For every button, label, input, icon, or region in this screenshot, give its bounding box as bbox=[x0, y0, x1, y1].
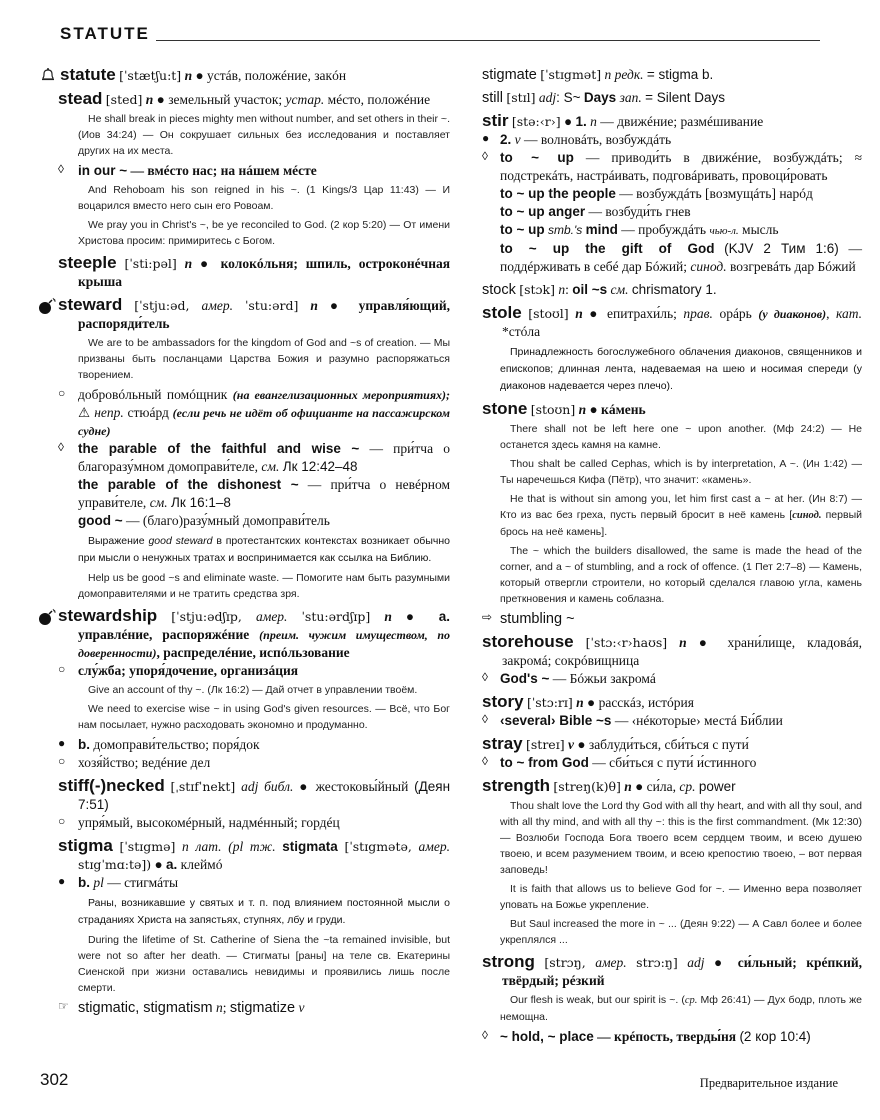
idiom-definition: — вмéсто нас; на нáшем мéсте bbox=[130, 163, 317, 178]
headword: stock bbox=[482, 282, 516, 298]
definition: = stigma b. bbox=[646, 67, 714, 82]
part-of-speech: adj bbox=[687, 955, 705, 970]
idiom bbox=[40, 440, 450, 476]
pronunciation: [stoʊn] bbox=[530, 402, 576, 417]
open-circle-icon: ○ bbox=[58, 754, 66, 768]
part-of-speech: n bbox=[184, 256, 193, 271]
definition: слу́жба; упоря́дочение, организáция bbox=[78, 663, 299, 678]
part-of-speech: n bbox=[182, 839, 189, 854]
sense bbox=[40, 814, 450, 832]
definition: упря́мый, высокомéрный, надмéнный; гордéц bbox=[78, 815, 340, 830]
bullet: ● bbox=[577, 737, 586, 752]
usage-label: синод. bbox=[690, 259, 727, 274]
definition: *стóла bbox=[502, 324, 541, 339]
pronunciation: [ˈstju:ədʃɪp, bbox=[171, 609, 242, 624]
definition: power bbox=[698, 779, 736, 794]
example-text: первый брось на неё камень]. bbox=[500, 509, 862, 538]
derived-forms bbox=[40, 999, 450, 1017]
example-text: Мф 26:41) — Дух бодр, плоть же немощна. bbox=[500, 994, 862, 1023]
bullet-icon: ● bbox=[58, 874, 66, 888]
sense-label: a. bbox=[166, 857, 178, 872]
example: During the lifetime of St. Catherine of Siena the ~ta remained invisible, but were not so after her death. — Стигматы [раны] на теле св. Екатерины Сиенской при жизни оставались невидимы и проявились лишь после смерти. bbox=[78, 934, 450, 994]
definition: си́ла, bbox=[646, 779, 676, 794]
open-circle-icon: ○ bbox=[58, 662, 66, 676]
example: He shall break in pieces mighty men without number, and set others in their ~. (Иов 34:24) — Он сокрушает сильных без исследования и поставляет других на их места. bbox=[78, 113, 450, 157]
definition: управля́ющий, распоряди́тель bbox=[78, 298, 450, 331]
part-of-speech: n bbox=[578, 402, 587, 417]
idiom bbox=[78, 476, 450, 512]
headword: storehouse bbox=[482, 632, 574, 651]
part-of-speech: n bbox=[558, 282, 566, 297]
idiom bbox=[482, 1028, 862, 1046]
entry-strength bbox=[482, 777, 862, 948]
running-head-title: STATUTE bbox=[60, 24, 156, 44]
headword: still bbox=[482, 90, 503, 106]
part-of-speech: v bbox=[514, 132, 521, 147]
diamond-icon: ◊ bbox=[58, 440, 64, 454]
entry-stead bbox=[40, 90, 450, 249]
definition: — стигмáты bbox=[107, 875, 179, 890]
bullet: ● bbox=[405, 609, 425, 624]
definition: жестоковы́йный bbox=[315, 779, 409, 794]
example: There shall not be left here one ~ upon another. (Мф 24:2) — Не останется здесь камня на камне. bbox=[500, 423, 862, 451]
headword: steward bbox=[58, 295, 123, 314]
headword: stray bbox=[482, 734, 523, 753]
idiom-definition: — возбуждáть [возмущáть] нарóд bbox=[619, 186, 813, 201]
part-of-speech: n bbox=[310, 298, 318, 313]
pronunciation: [stə:‹r›] bbox=[511, 114, 561, 129]
bullet: ● bbox=[564, 114, 573, 129]
headword: strength bbox=[482, 776, 550, 795]
entry-steeple bbox=[40, 254, 450, 291]
usage-label: кат. bbox=[835, 306, 863, 321]
usage-label: лат. bbox=[195, 839, 222, 854]
example: Thou shalt love the Lord thy God with all thy heart, and with all thy soul, and with all thy mind, and with all thy ~: this is the first commandment. (Мк 12:30) — Возлюби Господа Бога твоего всем сердцем твоим, и всею душею твоею, и всем разумением твоим, и всею крепостию твоею, – вот первая заповедь! bbox=[500, 800, 862, 876]
entry-stigmate bbox=[482, 66, 862, 84]
idiom-phrase: Days bbox=[583, 90, 617, 105]
part-of-speech: v bbox=[567, 737, 574, 752]
example: Help us be good ~s and eliminate waste. — Помогите нам быть разумными домоправителями и не тратить средства зря. bbox=[78, 572, 450, 600]
example: Thou shalt be called Cephas, which is by interpretation, A ~. (Ин 1:42) — Ты наречешься Кифа (Пётр), что значит: «камень». bbox=[500, 458, 862, 486]
definition: си́льный; крéпкий, твёрдый; рéзкий bbox=[502, 955, 863, 988]
headword: stiff(-)necked bbox=[58, 776, 165, 795]
see-label: см. bbox=[149, 495, 168, 510]
definition: управлéние, распоряжéние bbox=[78, 627, 250, 642]
bible-reference: (Деян 7:51) bbox=[78, 779, 451, 812]
idiom-definition: — при́тча о благоразу́мном домоправи́теле, bbox=[78, 441, 450, 474]
definition: колокóльня; шпиль, остроконéчная крыша bbox=[78, 256, 451, 289]
diamond-icon: ◊ bbox=[482, 149, 488, 163]
idiom-phrase: to ~ up bbox=[500, 222, 545, 237]
idiom-definition: — ‹нéкоторые› местá Би́блии bbox=[614, 713, 783, 728]
example: The ~ which the builders disallowed, the same is made the head of the corner, and a ~ of stumbling, and a rock of offence. (1 Пет 2:7–8) — Камень, который отвергли строители, но который сделался главою угла, камень преткновения и камень соблазна. bbox=[500, 545, 862, 605]
pronunciation: [strɔŋ, bbox=[544, 955, 586, 970]
separator: ; bbox=[222, 1000, 227, 1015]
idiom-phrase: the parable of the faithful and wise ~ bbox=[78, 441, 360, 456]
usage-label: амер. bbox=[595, 955, 627, 970]
definition: — волновáть, возбуждáть bbox=[524, 132, 672, 147]
bullet: ● bbox=[154, 857, 163, 872]
idiom-phrase: good ~ bbox=[78, 513, 123, 528]
idiom-phrase: ~ hold, ~ place bbox=[500, 1029, 594, 1044]
idiom bbox=[482, 149, 862, 185]
edition-label: Предварительное издание bbox=[699, 1076, 838, 1090]
definition: = Silent Days bbox=[645, 90, 726, 105]
plural-note: (pl тж. bbox=[228, 839, 276, 854]
definition: — движéние; размéшивание bbox=[600, 114, 764, 129]
example: It is faith that allows us to believe God for ~. — Именно вера позволяет уповать на Божье укрепление. bbox=[500, 883, 862, 911]
definition: домоправи́тельство; поря́док bbox=[93, 737, 260, 752]
usage-label: прав. bbox=[683, 306, 713, 321]
definition: расскáз, истóрия bbox=[598, 695, 694, 710]
idiom-phrase: to ~ up bbox=[500, 150, 574, 165]
headword: stole bbox=[482, 303, 522, 322]
part-of-speech: n bbox=[624, 779, 632, 794]
idiom-phrase: God's ~ bbox=[500, 671, 550, 686]
part-of-speech: n bbox=[215, 1000, 223, 1015]
sense-label: a. bbox=[438, 609, 451, 624]
bullet: ● bbox=[200, 256, 213, 271]
pronunciation: [ˈstætʃu:t] bbox=[119, 68, 182, 83]
usage-label: библ. bbox=[264, 779, 294, 794]
part-of-speech: n bbox=[604, 67, 612, 82]
running-head-rule bbox=[148, 40, 820, 41]
definition: мéсто, положéние bbox=[327, 92, 431, 107]
idiom-phrase: oil ~s bbox=[572, 282, 608, 297]
entry-stir bbox=[482, 112, 862, 276]
cross-reference[interactable] bbox=[482, 610, 862, 628]
entry-stock: stock [stɔk] n: oil ~s см. chrismatory 1. bbox=[482, 282, 717, 298]
diamond-icon: ◊ bbox=[482, 670, 488, 684]
sense-label: 1. bbox=[575, 114, 587, 129]
entry-stewardship bbox=[40, 607, 450, 772]
pronunciation: [ˈstɪgmət] bbox=[540, 67, 602, 82]
example-text: Our flesh is weak, but our spirit is ~. ( bbox=[510, 994, 685, 1006]
idiom bbox=[500, 240, 862, 276]
pronunciation: [ˈstɪgmə] bbox=[119, 839, 176, 854]
compound-prefix: : S~ bbox=[556, 90, 581, 105]
idiom-definition: возгревáть дар Бóжий bbox=[730, 259, 856, 274]
idiom-definition: — крéпость, тверды́ня bbox=[597, 1029, 737, 1044]
pronunciation: [streɪ] bbox=[526, 737, 565, 752]
definition: земельный участок; bbox=[168, 92, 283, 107]
entry-storehouse bbox=[482, 633, 862, 688]
idiom-phrase: to ~ from God bbox=[500, 755, 589, 770]
definition: орáрь bbox=[719, 306, 752, 321]
idiom-phrase: to ~ up the people bbox=[500, 186, 616, 201]
usage-label: синод. bbox=[792, 510, 822, 521]
bullet: ● bbox=[713, 955, 729, 970]
part-of-speech: adj bbox=[538, 90, 557, 105]
pronunciation-us: ˈstu:ərd] bbox=[244, 298, 299, 313]
part-of-speech: n bbox=[384, 609, 392, 624]
definition: стюáрд bbox=[127, 405, 169, 420]
entry-steward bbox=[40, 296, 450, 602]
sense bbox=[40, 754, 450, 772]
entry-stigma bbox=[40, 837, 450, 1017]
idiom bbox=[78, 512, 450, 530]
sense-label: b. bbox=[78, 737, 90, 752]
pronunciation: [ˈsti:pəl] bbox=[124, 256, 177, 271]
diamond-icon: ◊ bbox=[482, 712, 488, 726]
note-term: good steward bbox=[148, 535, 213, 547]
usage-label: ср. bbox=[679, 779, 696, 794]
sense bbox=[482, 131, 862, 149]
sense bbox=[40, 874, 450, 892]
usage-note: (если речь не идёт об официанте на пассажирском судне) bbox=[78, 406, 450, 438]
pronunciation: [stɔk] bbox=[519, 282, 555, 297]
pronunciation: [stɪl] bbox=[506, 90, 536, 105]
part-of-speech: n bbox=[679, 635, 687, 650]
pronunciation: [sted] bbox=[105, 92, 143, 107]
bullet: ● bbox=[589, 306, 601, 321]
part-of-speech: n bbox=[590, 114, 597, 129]
usage-note: (на евангелизационных мероприятиях); bbox=[232, 388, 451, 402]
definition: кáмень bbox=[601, 402, 646, 417]
idiom-phrase: in our ~ bbox=[78, 163, 128, 178]
bullet: ● bbox=[587, 695, 596, 710]
definition: епитрахи́ль; bbox=[607, 306, 677, 321]
headword: strong bbox=[482, 952, 535, 971]
bible-reference: Лк 16:1–8 bbox=[171, 495, 231, 510]
usage-note: (у диаконов) bbox=[758, 307, 827, 321]
arrow-right-icon: ⇨ bbox=[482, 610, 493, 624]
bible-reference: Лк 12:42–48 bbox=[282, 459, 358, 474]
part-of-speech: adj bbox=[241, 779, 259, 794]
part-of-speech: n bbox=[145, 92, 154, 107]
idiom-definition: — приводи́ть в движéние, возбуждáть; ≈ подстрекáть, настрáивать, подговáривать, провоци́ровать bbox=[500, 150, 862, 183]
usage-note bbox=[78, 533, 450, 567]
see-label: см. bbox=[261, 459, 280, 474]
idiom bbox=[482, 712, 862, 730]
note-text: в протестантских контекстах возникает обычно при мысли о ненужных тратах и воспринимается как ссылка на Библию. bbox=[78, 535, 450, 564]
entry-stone bbox=[482, 400, 862, 628]
cross-reference[interactable]: chrismatory 1. bbox=[631, 282, 717, 297]
idiom-definition: — (благо)разу́мный домоправи́тель bbox=[126, 513, 330, 528]
definition: добровóльный помóщник bbox=[78, 387, 228, 402]
part-of-speech: v bbox=[298, 1000, 305, 1015]
bomb-icon bbox=[38, 608, 56, 626]
example bbox=[500, 992, 862, 1025]
sense bbox=[40, 662, 450, 680]
diamond-icon: ◊ bbox=[482, 1028, 488, 1042]
headword: stewardship bbox=[58, 606, 158, 625]
headword: steeple bbox=[58, 253, 117, 272]
pronunciation: [ˌstɪfˈnekt] bbox=[170, 779, 236, 794]
left-column bbox=[40, 66, 450, 1022]
bullet: ● bbox=[698, 635, 716, 650]
note-text: Выражение bbox=[88, 535, 145, 547]
example: We need to exercise wise ~ in using God's given resources. — Всё, что Бог нам посылает, нужно расходовать экономно и продуманно. bbox=[78, 703, 450, 731]
running-head bbox=[60, 24, 820, 48]
part-of-speech: n bbox=[576, 695, 584, 710]
usage-label: устар. bbox=[285, 92, 325, 107]
bullet: ● bbox=[195, 68, 204, 83]
idiom bbox=[40, 162, 450, 180]
bullet-icon: ● bbox=[58, 736, 66, 750]
placeholder-smb: smb.'s bbox=[548, 223, 583, 237]
pronunciation: [ˈstɪgmətə, bbox=[344, 839, 412, 854]
entry-still bbox=[482, 89, 862, 107]
definition: заблуди́ться, сби́ться с пути́ bbox=[588, 737, 749, 752]
warning-icon: ⚠ bbox=[78, 405, 91, 420]
pronunciation: [ˈstɔ:rɪ] bbox=[526, 695, 573, 710]
bell-icon bbox=[40, 67, 58, 85]
idiom-definition: — Бóжьи закромá bbox=[552, 671, 656, 686]
part-of-speech: n bbox=[575, 306, 583, 321]
usage-label: амер. bbox=[255, 609, 288, 624]
part-of-speech: pl bbox=[93, 875, 104, 890]
usage-label: ср. bbox=[684, 995, 698, 1006]
sense-label: 2. bbox=[500, 132, 512, 147]
headword: story bbox=[482, 692, 524, 711]
entry-stray bbox=[482, 735, 862, 772]
derived-words: stigmatize bbox=[229, 1000, 296, 1016]
page-number: 302 bbox=[40, 1070, 69, 1089]
bomb-icon bbox=[38, 297, 56, 315]
usage-label: амер. bbox=[418, 839, 451, 854]
entry-stole: stole [stoʊl] n ● епитрахи́ль; прав. орáрь (у диаконов), кат. *стóла Принадлежность богослужебного облачения диаконов, священников и епископов; длинная лента, надеваемая на шею и носимая спереди (у диаконов надевается через плечо). bbox=[482, 304, 862, 395]
bullet-icon: ● bbox=[482, 131, 490, 145]
example: And Rehoboam his son reigned in his ~. (1 Kings/3 Цар 11:43) — И воцарился вместо него сын его Ровоам. bbox=[78, 184, 450, 212]
open-circle-icon: ○ bbox=[58, 386, 66, 400]
headword: stir bbox=[482, 111, 509, 130]
usage-label: непр. bbox=[94, 405, 124, 420]
idiom-phrase: ‹several› Bible ~s bbox=[500, 713, 612, 728]
pronunciation-us: strɔ:ŋ] bbox=[636, 955, 678, 970]
diamond-icon: ◊ bbox=[58, 162, 64, 176]
idiom-phrase: the parable of the dishonest ~ bbox=[78, 477, 299, 492]
idiom-phrase: to ~ up the gift of God bbox=[500, 241, 715, 256]
idiom bbox=[482, 670, 862, 688]
example: We pray you in Christ's ~, be ye reconciled to God. (2 кор 5:20) — От имени Христова просим: примиритесь с Богом. bbox=[78, 219, 450, 247]
sense bbox=[40, 736, 450, 754]
example: But Saul increased the more in ~ ... (Деян 9:22) — А Савл более и более укреплялся ... bbox=[500, 918, 862, 946]
bullet: ● bbox=[329, 298, 347, 313]
idiom-definition: — при́тча о невéрном управи́теле, bbox=[78, 477, 450, 510]
diamond-icon: ◊ bbox=[482, 754, 488, 768]
pronunciation: [streŋ(k)θ] bbox=[553, 779, 621, 794]
right-column bbox=[482, 66, 862, 1051]
definition: , распределéние, испóльзование bbox=[156, 645, 350, 660]
entry-story bbox=[482, 693, 862, 730]
idiom-phrase: mind bbox=[585, 222, 618, 237]
idiom-definition: — сби́ться с пути́ и́стинного bbox=[592, 755, 757, 770]
example-text: He that is without sin among you, let him first cast a ~ at her. (Ин 8:7) — Кто из вас без греха, пусть первый бросит в неё камень [ bbox=[500, 493, 862, 521]
bullet: ● bbox=[589, 402, 598, 417]
pointing-hand-icon: ☞ bbox=[58, 999, 69, 1013]
definition: храни́лище, кладовáя, закромá; сокрóвищница bbox=[502, 635, 863, 668]
example: Give an account of thy ~. (Лк 16:2) — Дай отчет в управлении твоём. bbox=[88, 684, 418, 696]
idiom bbox=[500, 185, 862, 203]
headword: stead bbox=[58, 89, 103, 108]
pronunciation: [ˈstju:əd, bbox=[134, 298, 190, 313]
part-of-speech: n bbox=[184, 68, 193, 83]
definition: хозя́йство; ведéние дел bbox=[78, 755, 211, 770]
bullet: ● bbox=[299, 779, 310, 794]
placeholder-smb-ru: чью-л. bbox=[709, 225, 739, 237]
example: We are to be ambassadors for the kingdom of God and ~s of creation. — Мы призваны быть посланцами Царства Божия и разумно распоряжаться творением. bbox=[78, 337, 450, 381]
entry-statute bbox=[40, 66, 450, 85]
bible-reference: (KJV 2 Тим 1:6) bbox=[724, 241, 839, 256]
idiom bbox=[500, 203, 862, 221]
headword: stigmate bbox=[482, 67, 537, 83]
idiom-definition: мысль bbox=[742, 222, 779, 237]
pronunciation-us: stɪgˈmɑ:tə]) bbox=[78, 857, 152, 872]
idiom bbox=[500, 221, 862, 240]
cross-reference-text[interactable]: stumbling ~ bbox=[500, 611, 575, 627]
see-label: см. bbox=[610, 282, 629, 297]
bullet: ● bbox=[156, 92, 165, 107]
example bbox=[500, 491, 862, 540]
idiom-definition: — пробуждáть bbox=[621, 222, 707, 237]
sense-label: b. bbox=[78, 875, 90, 890]
definition: устáв, положéние, закóн bbox=[207, 68, 347, 83]
pronunciation-us: ˈstu:ərdʃɪp] bbox=[301, 609, 371, 624]
usage-note: Принадлежность богослужебного облачения диаконов, священников и епископов; длинная лента, надеваемая на шею и носимая спереди (у диаконов надевается через плечо). bbox=[500, 346, 862, 392]
usage-note: (преим. чужим имуществом, по доверенности) bbox=[78, 628, 451, 660]
headword: stigma bbox=[58, 836, 113, 855]
usage-label: амер. bbox=[201, 298, 233, 313]
definition: клеймó bbox=[180, 857, 223, 872]
derived-words: stigmatic, stigmatism bbox=[78, 1000, 213, 1016]
usage-note: Раны, возникавшие у святых и т. п. под влиянием постоянной мысли о страданиях Христа на запястьях, ступнях, лбу и груди. bbox=[78, 897, 450, 926]
entry-stiff-necked bbox=[40, 777, 450, 832]
sense bbox=[40, 386, 450, 440]
pronunciation: [stoʊl] bbox=[528, 306, 569, 321]
bible-reference: (2 кор 10:4) bbox=[739, 1029, 811, 1044]
idiom-definition: — поддéрживать в себé дар Бóжий; bbox=[500, 241, 862, 274]
plural-form: stigmata bbox=[282, 839, 338, 854]
idiom-phrase: to ~ up anger bbox=[500, 204, 586, 219]
pronunciation: [ˈstɔ:‹r›haʊs] bbox=[585, 635, 668, 650]
usage-label: зап. bbox=[619, 90, 642, 105]
usage-label: редк. bbox=[614, 67, 644, 82]
headword: stone bbox=[482, 399, 528, 418]
bullet: ● bbox=[635, 779, 644, 794]
idiom bbox=[482, 754, 862, 772]
headword: statute bbox=[60, 65, 116, 84]
open-circle-icon: ○ bbox=[58, 814, 66, 828]
entry-strong bbox=[482, 953, 862, 1046]
idiom-definition: — возбуди́ть гнев bbox=[588, 204, 691, 219]
